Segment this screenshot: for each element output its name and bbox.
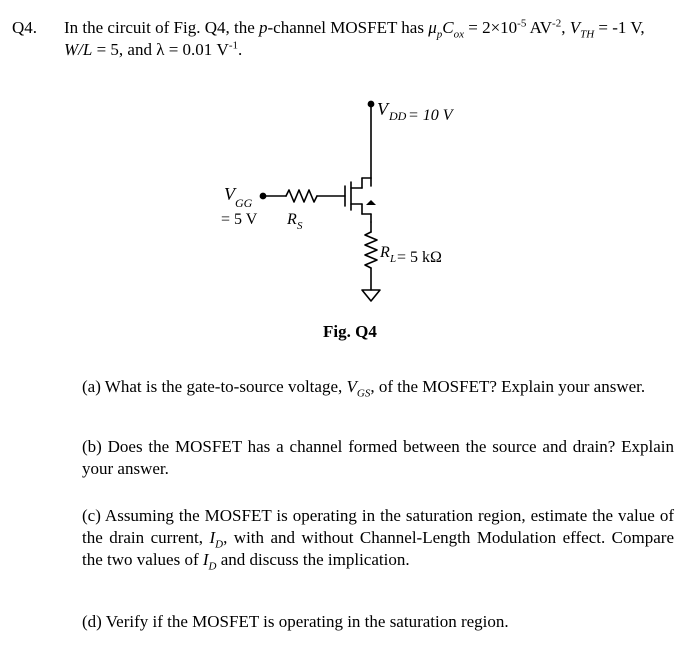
- rl-label-r: R: [380, 244, 390, 261]
- question-intro-line1: In the circuit of Fig. Q4, the p-channel MOSFET has $\mu_pC_{ox} = 2\times 10^{-5}$ $AV^{-2}$, $V_{TH} = -1$ V,: [64, 17, 645, 41]
- vdd-label-value: = 10 V: [408, 107, 453, 124]
- rs-label-sub: S: [297, 220, 303, 232]
- vdd-label-sub: DD: [389, 109, 407, 123]
- vdd-label-v: V: [377, 99, 388, 119]
- rl-label-value: = 5 kΩ: [397, 249, 442, 266]
- rl-label-sub: L: [390, 253, 397, 265]
- vgg-label-sub: GG: [235, 196, 253, 210]
- circuit-diagram: [0, 0, 691, 330]
- question-intro-line2: W/L = 5, and λ = 0.01 $V^{-1}$.: [64, 39, 243, 59]
- question-part-a: (a) What is the gate-to-source voltage, $V_{GS}$, of the MOSFET? Explain your answer.: [82, 377, 646, 400]
- figure-caption: Fig. Q4: [323, 322, 377, 341]
- question-part-b: (b) Does the MOSFET has a channel formed between the source and drain? Explain your answer.: [82, 437, 674, 478]
- rs-resistor: [286, 190, 317, 202]
- rl-resistor: [365, 232, 377, 268]
- mosfet-arrow: [366, 200, 376, 205]
- question-part-c: (c) Assuming the MOSFET is operating in the saturation region, estimate the value of the drain current, $I_D$, with and without Channel-Length Modulation effect. Compare the two values of $I_D$ and discuss the implication.: [82, 506, 674, 573]
- rs-label-r: R: [287, 211, 297, 228]
- question-part-d: (d) Verify if the MOSFET is operating in the saturation region.: [82, 612, 509, 631]
- ground-symbol: [362, 290, 380, 301]
- vgg-label-v: V: [224, 184, 235, 204]
- question-number: Q4.: [12, 18, 38, 37]
- vgg-label-value: = 5 V: [221, 211, 258, 228]
